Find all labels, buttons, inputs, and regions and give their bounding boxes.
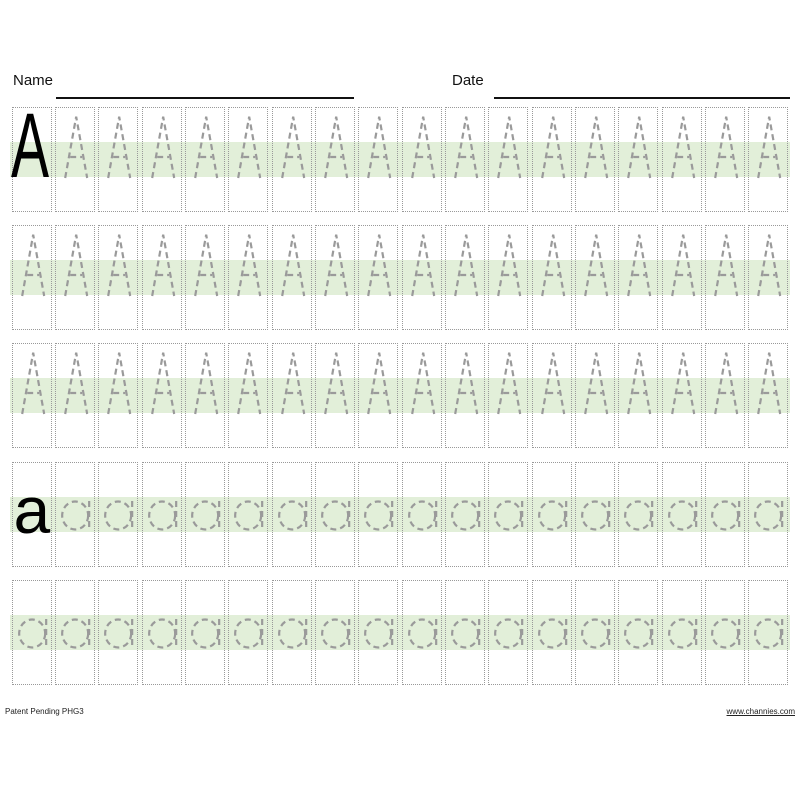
- trace-uppercase-a: [229, 108, 269, 213]
- trace-letter-cell[interactable]: [98, 462, 138, 567]
- trace-uppercase-a: [99, 226, 139, 331]
- trace-letter-cell[interactable]: [445, 580, 485, 685]
- trace-letter-cell[interactable]: [12, 225, 52, 330]
- trace-uppercase-a: [186, 344, 226, 449]
- trace-letter-cell[interactable]: [488, 225, 528, 330]
- trace-lowercase-a: [576, 581, 616, 686]
- trace-letter-cell[interactable]: [142, 462, 182, 567]
- trace-letter-cell[interactable]: [662, 462, 702, 567]
- trace-uppercase-a: [56, 226, 96, 331]
- trace-stroke: [62, 502, 88, 530]
- trace-uppercase-a: [403, 226, 443, 331]
- trace-uppercase-a: [186, 226, 226, 331]
- trace-letter-cell[interactable]: [488, 107, 528, 212]
- trace-letter-cell[interactable]: [315, 225, 355, 330]
- practice-row: [10, 462, 790, 567]
- trace-stroke: [22, 353, 44, 414]
- trace-letter-cell[interactable]: [315, 580, 355, 685]
- name-label: Name: [13, 72, 54, 89]
- trace-uppercase-a: [273, 108, 313, 213]
- trace-letter-cell[interactable]: [55, 462, 95, 567]
- trace-stroke: [195, 117, 217, 178]
- trace-stroke: [498, 235, 520, 296]
- trace-stroke: [582, 502, 608, 530]
- trace-uppercase-a: [403, 108, 443, 213]
- trace-letter-cell[interactable]: [748, 343, 788, 448]
- trace-letter-cell[interactable]: [748, 225, 788, 330]
- trace-stroke: [365, 502, 391, 530]
- trace-stroke: [585, 117, 607, 178]
- trace-letter-cell[interactable]: [575, 225, 615, 330]
- trace-uppercase-a: [619, 108, 659, 213]
- trace-letter-cell[interactable]: [98, 580, 138, 685]
- trace-stroke: [65, 353, 87, 414]
- trace-letter-cell[interactable]: [358, 580, 398, 685]
- trace-stroke: [715, 353, 737, 414]
- practice-row: [10, 95, 790, 212]
- trace-stroke: [325, 117, 347, 178]
- trace-uppercase-a: [143, 108, 183, 213]
- trace-letter-cell[interactable]: [748, 107, 788, 212]
- date-label: Date: [452, 72, 484, 89]
- trace-stroke: [452, 620, 478, 648]
- trace-letter-cell[interactable]: [618, 343, 658, 448]
- trace-uppercase-a: [273, 344, 313, 449]
- trace-letter-cell[interactable]: [55, 343, 95, 448]
- model-letter-cell[interactable]: [10, 95, 52, 212]
- trace-letter-cell[interactable]: [98, 225, 138, 330]
- trace-stroke: [195, 353, 217, 414]
- trace-uppercase-a: [749, 226, 789, 331]
- trace-letter-cell[interactable]: [662, 107, 702, 212]
- trace-uppercase-a: [619, 344, 659, 449]
- trace-letter-cell[interactable]: [488, 580, 528, 685]
- trace-uppercase-a: [489, 226, 529, 331]
- trace-lowercase-a: [663, 463, 703, 568]
- trace-letter-cell[interactable]: [142, 580, 182, 685]
- trace-uppercase-a: [229, 226, 269, 331]
- trace-stroke: [238, 353, 260, 414]
- trace-letter-cell[interactable]: [272, 225, 312, 330]
- trace-letter-cell[interactable]: [618, 462, 658, 567]
- trace-uppercase-a: [663, 344, 703, 449]
- trace-uppercase-a: [533, 344, 573, 449]
- trace-letter-cell[interactable]: [445, 462, 485, 567]
- trace-uppercase-a: [576, 108, 616, 213]
- trace-letter-cell[interactable]: [445, 343, 485, 448]
- practice-row: [10, 580, 790, 685]
- trace-letter-cell[interactable]: [358, 462, 398, 567]
- trace-stroke: [108, 235, 130, 296]
- trace-uppercase-a: [143, 226, 183, 331]
- trace-uppercase-a: [706, 226, 746, 331]
- trace-letter-cell[interactable]: [662, 225, 702, 330]
- trace-uppercase-a: [663, 108, 703, 213]
- trace-stroke: [368, 235, 390, 296]
- trace-letter-cell[interactable]: [12, 343, 52, 448]
- trace-stroke: [625, 620, 651, 648]
- trace-letter-cell[interactable]: [272, 343, 312, 448]
- trace-letter-cell[interactable]: [142, 107, 182, 212]
- trace-letter-cell[interactable]: [272, 107, 312, 212]
- trace-uppercase-a: [359, 344, 399, 449]
- trace-stroke: [542, 235, 564, 296]
- trace-uppercase-a: [143, 344, 183, 449]
- trace-lowercase-a: [186, 463, 226, 568]
- trace-stroke: [669, 502, 695, 530]
- trace-uppercase-a: [706, 344, 746, 449]
- trace-letter-cell[interactable]: [12, 580, 52, 685]
- website-link[interactable]: www.channies.com: [726, 707, 795, 716]
- trace-letter-cell[interactable]: [488, 462, 528, 567]
- trace-letter-cell[interactable]: [228, 580, 268, 685]
- trace-uppercase-a: [489, 108, 529, 213]
- trace-stroke: [758, 117, 780, 178]
- trace-uppercase-a: [706, 108, 746, 213]
- trace-stroke: [149, 502, 175, 530]
- trace-letter-cell[interactable]: [272, 462, 312, 567]
- trace-letter-cell[interactable]: [575, 580, 615, 685]
- trace-lowercase-a: [576, 463, 616, 568]
- trace-stroke: [282, 235, 304, 296]
- trace-uppercase-a: [576, 344, 616, 449]
- trace-letter-cell[interactable]: [185, 225, 225, 330]
- trace-lowercase-a: [316, 463, 356, 568]
- trace-uppercase-a: [316, 226, 356, 331]
- trace-letter-cell[interactable]: [98, 107, 138, 212]
- trace-lowercase-a: [359, 463, 399, 568]
- trace-stroke: [672, 235, 694, 296]
- trace-stroke: [368, 353, 390, 414]
- trace-uppercase-a: [186, 108, 226, 213]
- trace-stroke: [365, 620, 391, 648]
- trace-stroke: [195, 235, 217, 296]
- trace-lowercase-a: [706, 463, 746, 568]
- trace-lowercase-a: [403, 463, 443, 568]
- trace-stroke: [755, 502, 781, 530]
- trace-uppercase-a: [316, 344, 356, 449]
- trace-stroke: [152, 235, 174, 296]
- trace-uppercase-a: [359, 108, 399, 213]
- trace-stroke: [758, 353, 780, 414]
- trace-lowercase-a: [446, 581, 486, 686]
- trace-letter-cell[interactable]: [705, 107, 745, 212]
- trace-stroke: [495, 502, 521, 530]
- trace-lowercase-a: [56, 581, 96, 686]
- trace-stroke: [238, 235, 260, 296]
- trace-stroke: [412, 117, 434, 178]
- trace-lowercase-a: [359, 581, 399, 686]
- trace-lowercase-a: [229, 581, 269, 686]
- trace-uppercase-a: [619, 226, 659, 331]
- trace-uppercase-a: [359, 226, 399, 331]
- trace-letter-cell[interactable]: [402, 225, 442, 330]
- trace-stroke: [585, 353, 607, 414]
- trace-stroke: [19, 620, 45, 648]
- trace-letter-cell[interactable]: [575, 343, 615, 448]
- trace-letter-cell[interactable]: [402, 580, 442, 685]
- trace-letter-cell[interactable]: [488, 343, 528, 448]
- trace-stroke: [715, 117, 737, 178]
- trace-lowercase-a: [56, 463, 96, 568]
- patent-note: Patent Pending PHG3: [5, 707, 84, 716]
- name-field[interactable]: [56, 97, 354, 99]
- trace-uppercase-a: [99, 108, 139, 213]
- trace-stroke: [628, 117, 650, 178]
- trace-lowercase-a: [99, 581, 139, 686]
- trace-letter-cell[interactable]: [315, 107, 355, 212]
- trace-letter-cell[interactable]: [445, 225, 485, 330]
- trace-stroke: [712, 502, 738, 530]
- trace-stroke: [62, 620, 88, 648]
- trace-stroke: [282, 117, 304, 178]
- trace-lowercase-a: [186, 581, 226, 686]
- trace-stroke: [192, 620, 218, 648]
- trace-uppercase-a: [13, 344, 53, 449]
- trace-letter-cell[interactable]: [142, 225, 182, 330]
- trace-stroke: [412, 353, 434, 414]
- trace-stroke: [325, 235, 347, 296]
- trace-lowercase-a: [143, 463, 183, 568]
- trace-lowercase-a: [99, 463, 139, 568]
- trace-stroke: [412, 235, 434, 296]
- trace-stroke: [712, 620, 738, 648]
- trace-lowercase-a: [273, 581, 313, 686]
- trace-stroke: [582, 620, 608, 648]
- trace-lowercase-a: [619, 463, 659, 568]
- trace-letter-cell[interactable]: [748, 462, 788, 567]
- trace-stroke: [585, 235, 607, 296]
- trace-letter-cell[interactable]: [228, 225, 268, 330]
- trace-uppercase-a: [749, 344, 789, 449]
- trace-stroke: [192, 502, 218, 530]
- trace-letter-cell[interactable]: [618, 225, 658, 330]
- trace-stroke: [452, 502, 478, 530]
- trace-letter-cell[interactable]: [532, 107, 572, 212]
- trace-letter-cell[interactable]: [532, 462, 572, 567]
- trace-stroke: [498, 353, 520, 414]
- trace-stroke: [409, 502, 435, 530]
- trace-stroke: [669, 620, 695, 648]
- trace-uppercase-a: [446, 344, 486, 449]
- trace-letter-cell[interactable]: [272, 580, 312, 685]
- trace-lowercase-a: [143, 581, 183, 686]
- trace-letter-cell[interactable]: [705, 462, 745, 567]
- trace-stroke: [105, 620, 131, 648]
- trace-letter-cell[interactable]: [142, 343, 182, 448]
- trace-stroke: [152, 117, 174, 178]
- trace-uppercase-a: [749, 108, 789, 213]
- trace-uppercase-a: [489, 344, 529, 449]
- trace-lowercase-a: [273, 463, 313, 568]
- trace-letter-cell[interactable]: [358, 343, 398, 448]
- trace-stroke: [755, 620, 781, 648]
- trace-stroke: [282, 353, 304, 414]
- trace-letter-cell[interactable]: [55, 225, 95, 330]
- trace-letter-cell[interactable]: [575, 462, 615, 567]
- trace-uppercase-a: [576, 226, 616, 331]
- trace-uppercase-a: [403, 344, 443, 449]
- trace-lowercase-a: [13, 581, 53, 686]
- model-letter-cell[interactable]: [12, 462, 52, 567]
- trace-stroke: [65, 117, 87, 178]
- trace-letter-cell[interactable]: [402, 107, 442, 212]
- trace-stroke: [539, 502, 565, 530]
- trace-stroke: [235, 620, 261, 648]
- trace-letter-cell[interactable]: [618, 107, 658, 212]
- trace-stroke: [279, 620, 305, 648]
- trace-stroke: [455, 353, 477, 414]
- trace-letter-cell[interactable]: [55, 580, 95, 685]
- trace-stroke: [715, 235, 737, 296]
- trace-letter-cell[interactable]: [98, 343, 138, 448]
- trace-letter-cell[interactable]: [705, 580, 745, 685]
- trace-lowercase-a: [749, 463, 789, 568]
- trace-letter-cell[interactable]: [358, 225, 398, 330]
- trace-uppercase-a: [229, 344, 269, 449]
- trace-lowercase-a: [229, 463, 269, 568]
- trace-stroke: [235, 502, 261, 530]
- trace-letter-cell[interactable]: [228, 107, 268, 212]
- trace-stroke: [498, 117, 520, 178]
- trace-uppercase-a: [13, 226, 53, 331]
- trace-letter-cell[interactable]: [228, 343, 268, 448]
- trace-letter-cell[interactable]: [402, 462, 442, 567]
- trace-lowercase-a: [533, 463, 573, 568]
- trace-lowercase-a: [489, 581, 529, 686]
- practice-row: [10, 225, 790, 330]
- trace-letter-cell[interactable]: [618, 580, 658, 685]
- trace-letter-cell[interactable]: [185, 462, 225, 567]
- trace-letter-cell[interactable]: [705, 225, 745, 330]
- trace-letter-cell[interactable]: [662, 580, 702, 685]
- trace-stroke: [758, 235, 780, 296]
- trace-stroke: [542, 117, 564, 178]
- trace-letter-cell[interactable]: [185, 343, 225, 448]
- practice-row: [10, 343, 790, 448]
- trace-letter-cell[interactable]: [532, 343, 572, 448]
- trace-stroke: [22, 235, 44, 296]
- trace-uppercase-a: [446, 108, 486, 213]
- trace-lowercase-a: [489, 463, 529, 568]
- trace-letter-cell[interactable]: [532, 225, 572, 330]
- trace-lowercase-a: [749, 581, 789, 686]
- trace-uppercase-a: [273, 226, 313, 331]
- trace-letter-cell[interactable]: [358, 107, 398, 212]
- trace-stroke: [279, 502, 305, 530]
- trace-stroke: [625, 502, 651, 530]
- trace-stroke: [628, 235, 650, 296]
- trace-stroke: [455, 117, 477, 178]
- trace-letter-cell[interactable]: [445, 107, 485, 212]
- trace-lowercase-a: [663, 581, 703, 686]
- trace-stroke: [65, 235, 87, 296]
- trace-stroke: [368, 117, 390, 178]
- trace-letter-cell[interactable]: [55, 107, 95, 212]
- model-letter: a: [13, 473, 51, 547]
- trace-letter-cell[interactable]: [315, 343, 355, 448]
- trace-uppercase-a: [316, 108, 356, 213]
- trace-letter-cell[interactable]: [185, 107, 225, 212]
- trace-stroke: [238, 117, 260, 178]
- trace-stroke: [149, 620, 175, 648]
- trace-stroke: [542, 353, 564, 414]
- trace-uppercase-a: [56, 108, 96, 213]
- trace-uppercase-a: [533, 226, 573, 331]
- trace-stroke: [495, 620, 521, 648]
- trace-stroke: [322, 620, 348, 648]
- trace-lowercase-a: [533, 581, 573, 686]
- model-letter: A: [10, 95, 49, 197]
- trace-letter-cell[interactable]: [228, 462, 268, 567]
- trace-stroke: [325, 353, 347, 414]
- trace-letter-cell[interactable]: [575, 107, 615, 212]
- trace-letter-cell[interactable]: [315, 462, 355, 567]
- trace-letter-cell[interactable]: [532, 580, 572, 685]
- trace-uppercase-a: [663, 226, 703, 331]
- trace-uppercase-a: [56, 344, 96, 449]
- date-field[interactable]: [494, 97, 790, 99]
- trace-letter-cell[interactable]: [402, 343, 442, 448]
- trace-letter-cell[interactable]: [662, 343, 702, 448]
- trace-stroke: [409, 620, 435, 648]
- trace-letter-cell[interactable]: [185, 580, 225, 685]
- trace-uppercase-a: [99, 344, 139, 449]
- trace-stroke: [628, 353, 650, 414]
- trace-stroke: [672, 353, 694, 414]
- trace-stroke: [108, 117, 130, 178]
- trace-uppercase-a: [446, 226, 486, 331]
- trace-stroke: [455, 235, 477, 296]
- trace-letter-cell[interactable]: [748, 580, 788, 685]
- trace-stroke: [105, 502, 131, 530]
- trace-lowercase-a: [619, 581, 659, 686]
- trace-stroke: [672, 117, 694, 178]
- trace-stroke: [152, 353, 174, 414]
- trace-lowercase-a: [316, 581, 356, 686]
- trace-lowercase-a: [403, 581, 443, 686]
- trace-stroke: [108, 353, 130, 414]
- trace-stroke: [539, 620, 565, 648]
- trace-lowercase-a: [706, 581, 746, 686]
- trace-letter-cell[interactable]: [705, 343, 745, 448]
- trace-lowercase-a: [446, 463, 486, 568]
- trace-uppercase-a: [533, 108, 573, 213]
- trace-stroke: [322, 502, 348, 530]
